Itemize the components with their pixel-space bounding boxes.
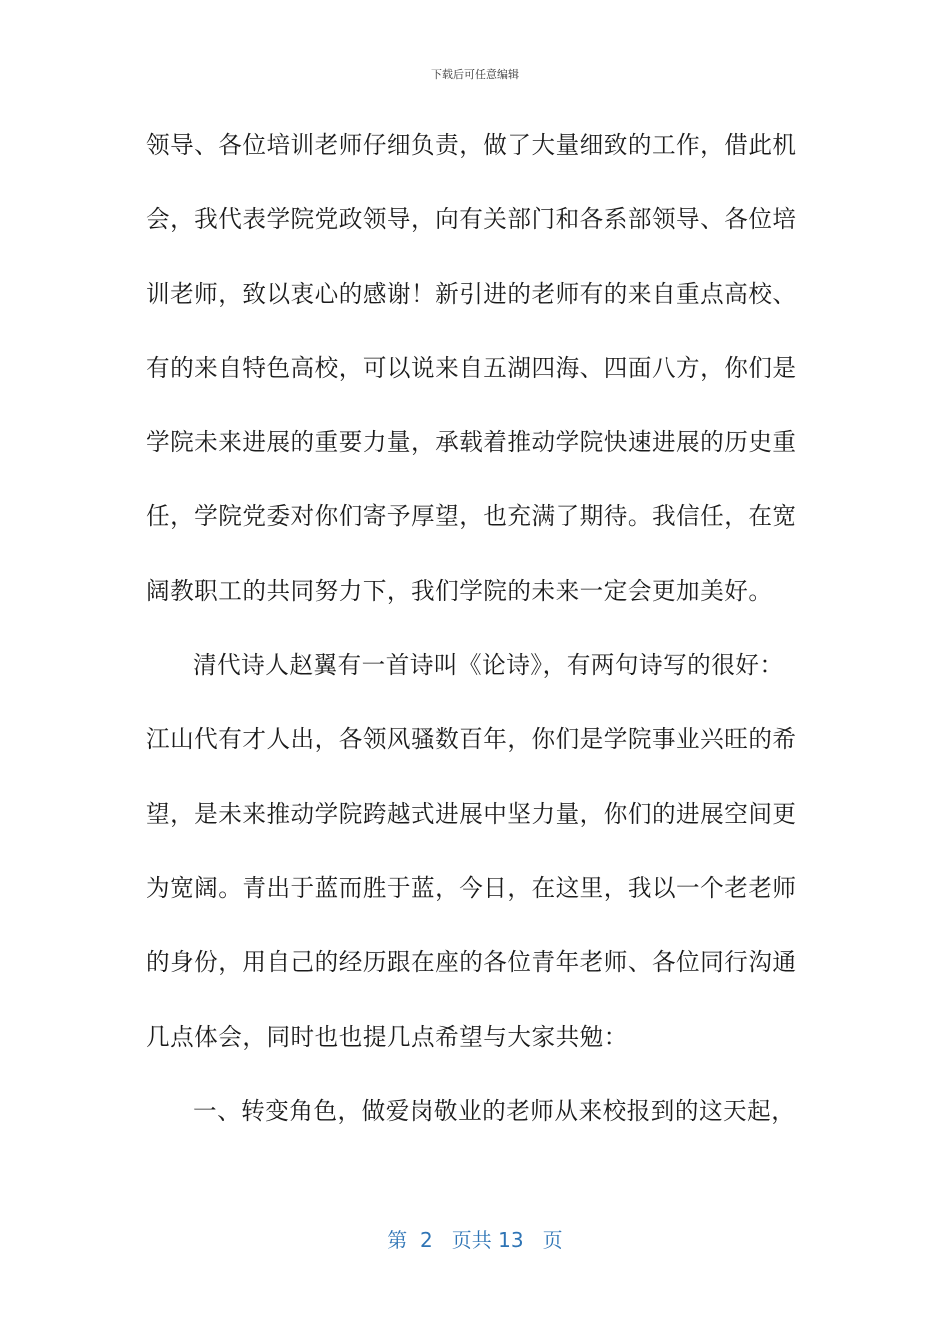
body-line: 任，学院党委对你们寄予厚望，也充满了期待。我信任，在宽 (146, 502, 797, 531)
paragraph-start-line: 一、转变角色，做爱岗敬业的老师从来校报到的这天起， (193, 1096, 796, 1125)
body-line: 阔教职工的共同努力下，我们学院的未来一定会更加美好。 (146, 576, 773, 605)
body-line: 为宽阔。青出于蓝而胜于蓝，今日，在这里，我以一个老老师 (146, 873, 797, 902)
body-line: 望，是未来推动学院跨越式进展中坚力量，你们的进展空间更 (146, 799, 797, 828)
body-line: 训老师，致以衷心的感谢！新引进的老师有的来自重点高校、 (146, 279, 797, 308)
body-line: 会，我代表学院党政领导，向有关部门和各系部领导、各位培 (146, 205, 797, 234)
body-line: 领导、各位培训老师仔细负责，做了大量细致的工作，借此机 (146, 131, 797, 159)
page-header: 下载后可任意编辑 (431, 68, 519, 81)
body-line: 学院未来进展的重要力量，承载着推动学院快速进展的历史重 (146, 428, 797, 457)
page-number-footer: 第 2 页共 13 页 (387, 1228, 563, 1252)
paragraph-start-line: 清代诗人赵翼有一首诗叫《论诗》，有两句诗写的很好： (193, 651, 784, 680)
body-line: 几点体会，同时也也提几点希望与大家共勉： (146, 1022, 628, 1051)
body-line: 江山代有才人出，各领风骚数百年，你们是学院事业兴旺的希 (146, 725, 797, 754)
body-line: 的身份，用自己的经历跟在座的各位青年老师、各位同行沟通 (146, 948, 797, 977)
body-line: 有的来自特色高校，可以说来自五湖四海、四面八方，你们是 (146, 353, 797, 382)
document-body (146, 125, 806, 1165)
